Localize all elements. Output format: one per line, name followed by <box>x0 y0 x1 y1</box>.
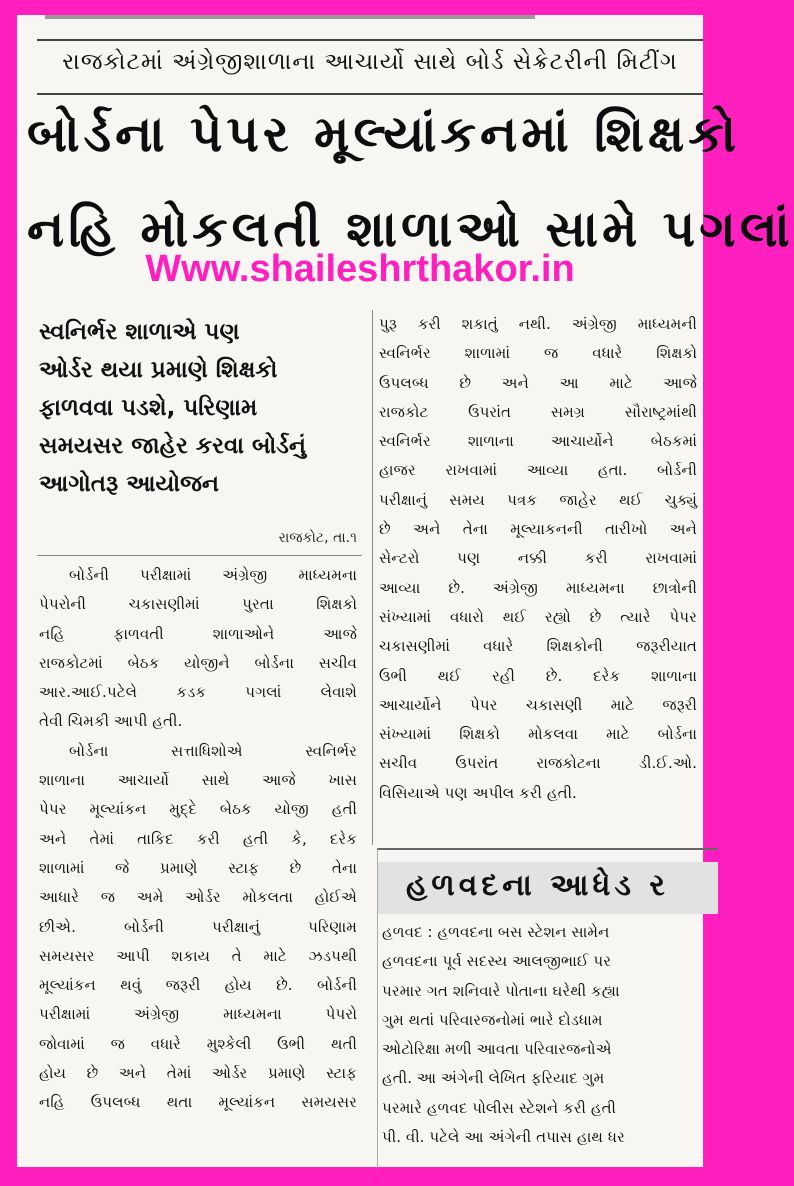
text-line: પરીક્ષાનું સમય પત્રક જાહેર થઈ ચુક્યું <box>379 490 697 509</box>
text-line: સંખ્યામાં વધારો થઈ રહ્યો છે ત્યારે પેપર <box>379 607 697 626</box>
second-story-body <box>382 918 718 1152</box>
text-line: હતી. આ અંગેની લેખિત ફરિયાદ ગુમ <box>382 1069 605 1088</box>
text-line: સચીવ ઉપરાંત રાજકોટના ડી.ઈ.ઓ. <box>379 754 697 773</box>
text-line: ઉપલબ્ધ છે અને આ માટે આજે <box>379 373 697 392</box>
text-line: નહિ ફાળવતી શાળાઓને આજે <box>39 624 357 643</box>
second-story-title-bar <box>378 862 718 914</box>
text-line: શાળાના આચાર્યો સાથે આજે ખાસ <box>39 771 357 790</box>
top-rule <box>45 15 535 19</box>
text-line: ગુમ થતાં પરિવારજનોમાં ભારે દોડધામ <box>382 1010 603 1029</box>
text-line: આર.આઈ.પટેલે કડક પગલાં લેવાશે <box>39 683 357 702</box>
text-line: આધારે જ અમે ઓર્ડર મોકલતા હોઈએ <box>39 888 357 907</box>
text-line: ચકાસણીમાં વધારે શિક્ષકોની જરૂરીયાત <box>379 637 697 656</box>
subheadline-line: ફાળવવા પડશે, પરિણામ <box>39 395 258 421</box>
text-line: પરમારે હળવદ પોલીસ સ્ટેશને કરી હતી <box>382 1098 617 1117</box>
column-divider-vertical <box>372 310 373 845</box>
text-line: પેપરોની ચકાસણીમાં પુરતા શિક્ષકો <box>39 595 357 614</box>
watermark-url: Www.shaileshrthakor.in <box>145 248 575 290</box>
text-line: બોર્ડના સત્તાધિશોએ સ્વનિર્ભર <box>69 741 357 760</box>
text-line: પરમાર ગત શનિવારે પોતાના ઘરેથી કહ્યા <box>382 981 620 1000</box>
text-line: જોવામાં જ વધારે મુશ્કેલી ઉભી થતી <box>39 1034 357 1053</box>
text-line: રાજકોટમાં બેઠક યોજીને બોર્ડના સચીવ <box>39 653 357 672</box>
text-line: મૂલ્યાંકન થવું જરૂરી હોય છે. બોર્ડની <box>39 976 357 995</box>
kicker-bottom-rule <box>37 93 703 95</box>
text-line: રાજકોટ ઉપરાંત સમગ્ર સૌરાષ્ટ્રમાંથી <box>379 402 697 421</box>
text-line: હળવદના પૂર્વ સદસ્ય આલજીભાઈ પર <box>382 952 612 971</box>
kicker-top-rule <box>37 39 703 41</box>
text-line: સ્વનિર્ભર શાળાના આચાર્યોને બેઠકમાં <box>379 432 697 451</box>
text-line: સ્વનિર્ભર શાળામાં જ વધારે શિક્ષકો <box>379 344 697 363</box>
subheadline-line: સ્વનિર્ભર શાળાએ પણ <box>39 319 240 345</box>
text-line: સંખ્યામાં શિક્ષકો મોકલવા માટે બોર્ડના <box>379 725 697 744</box>
second-story-title: હળવદના આધેડ ર <box>406 868 669 903</box>
text-line: છે અને તેના મૂલ્યાકનની તારીખો અને <box>379 520 697 539</box>
second-story <box>377 848 718 1169</box>
text-line: શાળામાં જે પ્રમાણે સ્ટાફ છે તેના <box>39 858 357 877</box>
subheadline-line: ઓર્ડર થયા પ્રમાણે શિક્ષકો <box>39 357 278 383</box>
subheadline-line: આગોતરૂ આયોજન <box>39 471 220 497</box>
text-line: હળવદ : હળવદના બસ સ્ટેશન સામેન <box>382 923 610 941</box>
article-column-right <box>379 310 697 808</box>
dateline: રાજકોટ, તા.૧ <box>278 530 357 546</box>
text-line: સમયસર આપી શકાય તે માટે ઝડપથી <box>39 946 357 965</box>
text-line: પરીક્ષામાં અંગ્રેજી માધ્યમના પેપરો <box>39 1005 357 1024</box>
text-line: વિસિયાએ પણ અપીલ કરી હતી. <box>379 783 577 802</box>
text-line: અને તેમાં તાકિદ કરી હતી કે, દરેક <box>39 829 357 848</box>
text-line: આચાર્યોને પેપર ચકાસણી માટે જરૂરી <box>379 695 697 714</box>
text-line: હોય છે અને તેમાં ઓર્ડર પ્રમાણે સ્ટાફ <box>39 1064 357 1083</box>
headline-line-2: નહિ મોકલતી શાળાઓ સામે પગલાં <box>27 200 794 258</box>
subheadline <box>39 313 359 503</box>
text-line: નહિ ઉપલબ્ધ થતા મૂલ્યાંકન સમયસર <box>39 1093 357 1112</box>
column-divider-horizontal <box>37 555 362 556</box>
text-line: તેવી ચિમકી આપી હતી. <box>39 712 183 731</box>
text-line: ઉભી થઈ રહી છે. દરેક શાળાના <box>379 666 697 685</box>
newspaper-clipping <box>17 15 794 1167</box>
text-line: આવ્યા છે. અંગ્રેજી માધ્યમના છાત્રોની <box>379 578 697 597</box>
text-line: પી. વી. પટેલે આ અંગેની તપાસ હાથ ધર <box>382 1128 625 1147</box>
kicker: રાજકોટમાં અંગ્રેજીશાળાના આચાર્યો સાથે બોર્ડ સેક્રેટરીની મિટીંગ <box>62 49 678 75</box>
text-line: પુરૂ કરી શકાતું નથી. અંગ્રેજી માધ્યમની <box>379 315 697 333</box>
headline-line-1: બોર્ડના પેપર મૂલ્યાંકનમાં શિક્ષકો <box>27 105 741 163</box>
text-line: બોર્ડની પરીક્ષામાં અંગ્રેજી માધ્યમના <box>69 566 357 584</box>
text-line: છીએ. બોર્ડની પરીક્ષાનું પરિણામ <box>39 917 357 936</box>
subheadline-line: સમયસર જાહેર કરવા બોર્ડનું <box>39 433 306 459</box>
text-line: સેન્ટરો પણ નક્કી કરી રાખવામાં <box>379 549 697 568</box>
article-column-left <box>39 561 357 1118</box>
text-line: હાજર રાખવામાં આવ્યા હતા. બોર્ડની <box>379 461 697 480</box>
text-line: ઓટોરિક્ષા મળી આવતા પરિવારજનોએ <box>382 1040 612 1059</box>
text-line: પેપર મૂલ્યાંકન મુદ્દે બેઠક યોજી હતી <box>39 800 357 819</box>
